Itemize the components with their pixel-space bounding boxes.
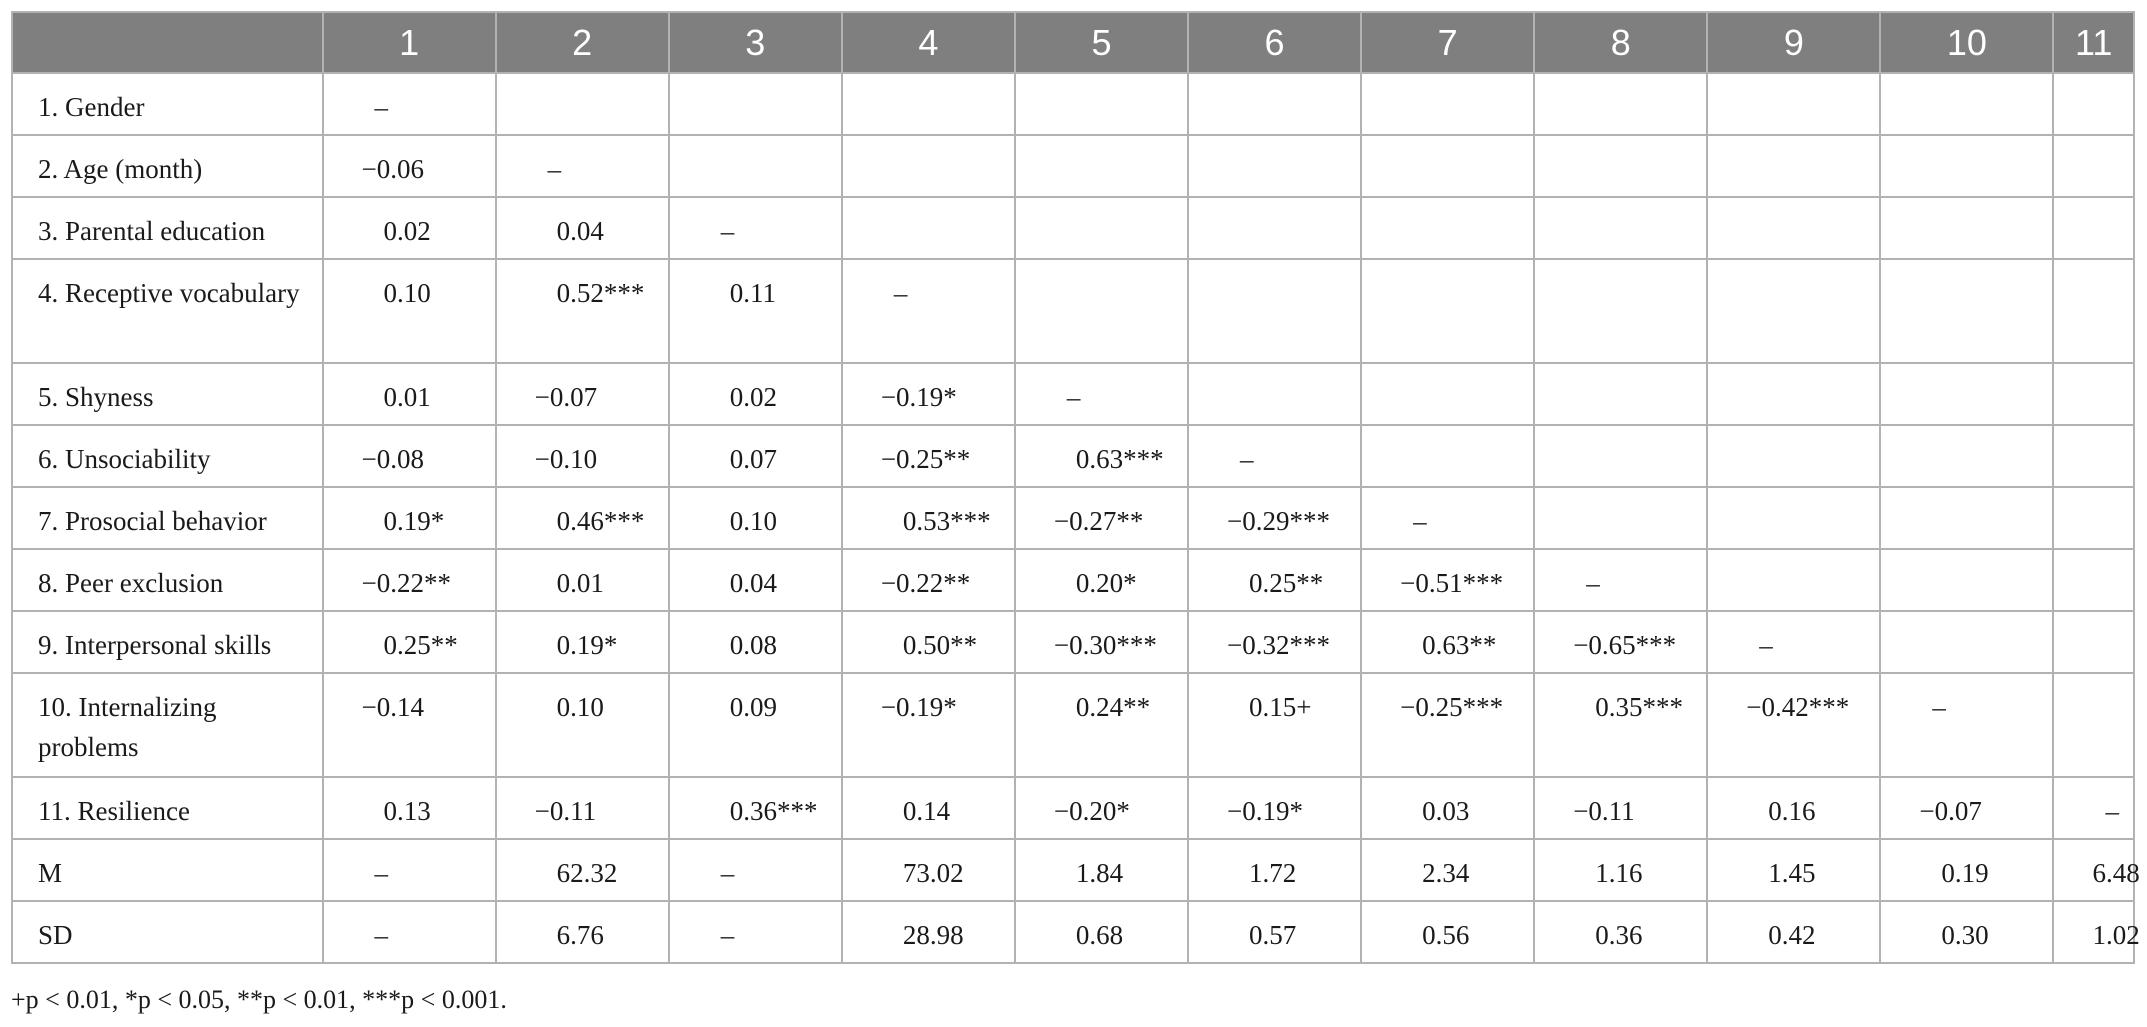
table-cell (1534, 259, 1707, 363)
table-cell (2053, 611, 2134, 673)
table-cell (1707, 425, 1880, 487)
table-cell (1534, 197, 1707, 259)
table-cell (1188, 73, 1361, 135)
table-cell: – (669, 901, 842, 963)
table-cell (1188, 197, 1361, 259)
table-cell: – (323, 73, 496, 135)
table-cell (1707, 259, 1880, 363)
table-cell: −0.11 (496, 777, 669, 839)
table-cell (1188, 135, 1361, 197)
row-label: 10. Internalizing problems (12, 673, 323, 777)
table-row (12, 901, 2134, 963)
table-cell: −0.42*** (1707, 673, 1880, 777)
table-cell (1880, 363, 2053, 425)
table-cell (1361, 259, 1534, 363)
table-row (12, 487, 2134, 549)
table-cell: −0.27** (1015, 487, 1188, 549)
footnote-text: +p < 0.01, *p < 0.05, **p < 0.01, ***p < 0.001. (11, 985, 507, 1014)
table-cell (1707, 73, 1880, 135)
table-cell: −0.20* (1015, 777, 1188, 839)
table-cell (1534, 73, 1707, 135)
table-cell: 0.01 (323, 363, 496, 425)
table-cell: 0.02 (323, 197, 496, 259)
table-cell: 0.20* (1015, 549, 1188, 611)
column-header: 10 (1880, 12, 2053, 73)
table-cell: −0.11 (1534, 777, 1707, 839)
column-header: 11 (2053, 12, 2134, 73)
table-cell: 0.07 (669, 425, 842, 487)
table-cell (842, 73, 1015, 135)
table-cell (1880, 135, 2053, 197)
table-cell: – (1534, 549, 1707, 611)
table-cell: −0.51*** (1361, 549, 1534, 611)
table-cell (1707, 487, 1880, 549)
table-cell: 62.32 (496, 839, 669, 901)
row-label: 7. Prosocial behavior (12, 487, 323, 549)
table-row (12, 673, 2134, 777)
table-cell: −0.32*** (1188, 611, 1361, 673)
row-label: 6. Unsociability (12, 425, 323, 487)
table-row (12, 777, 2134, 839)
table-row (12, 363, 2134, 425)
column-header: 4 (842, 12, 1015, 73)
table-cell (1880, 197, 2053, 259)
table-cell (1707, 549, 1880, 611)
table-row (12, 197, 2134, 259)
table-cell: 0.10 (669, 487, 842, 549)
table-cell: – (1188, 425, 1361, 487)
table-cell: 0.56 (1361, 901, 1534, 963)
table-cell (2053, 363, 2134, 425)
row-label: 1. Gender (12, 73, 323, 135)
table-cell: 0.19* (496, 611, 669, 673)
table-row (12, 611, 2134, 673)
table-cell: 0.13 (323, 777, 496, 839)
table-cell (2053, 673, 2134, 777)
table-row (12, 73, 2134, 135)
table-row (12, 549, 2134, 611)
table-cell (1534, 487, 1707, 549)
table-cell: 0.25** (323, 611, 496, 673)
table-cell: – (2053, 777, 2134, 839)
table-cell: 0.36*** (669, 777, 842, 839)
table-cell (1015, 73, 1188, 135)
table-cell: 6.48 (2053, 839, 2134, 901)
table-cell (1188, 363, 1361, 425)
table-row (12, 425, 2134, 487)
row-label: 3. Parental education (12, 197, 323, 259)
table-cell: 0.52*** (496, 259, 669, 363)
table-cell: 0.68 (1015, 901, 1188, 963)
table-row (12, 839, 2134, 901)
table-cell (1534, 425, 1707, 487)
table-cell: −0.07 (496, 363, 669, 425)
table-cell: 1.16 (1534, 839, 1707, 901)
table-cell: 0.25** (1188, 549, 1361, 611)
table-cell (1880, 73, 2053, 135)
row-label: 2. Age (month) (12, 135, 323, 197)
table-cell: −0.29*** (1188, 487, 1361, 549)
table-row (12, 135, 2134, 197)
table-cell: – (1361, 487, 1534, 549)
column-header: 5 (1015, 12, 1188, 73)
table-cell: 0.04 (496, 197, 669, 259)
table-cell: – (669, 839, 842, 901)
table-cell (496, 73, 669, 135)
table-cell: −0.14 (323, 673, 496, 777)
table-cell (1361, 135, 1534, 197)
table-cell: 0.63*** (1015, 425, 1188, 487)
table-cell: – (323, 901, 496, 963)
table-cell: – (669, 197, 842, 259)
table-cell: −0.22** (842, 549, 1015, 611)
table-cell: – (842, 259, 1015, 363)
table-cell: 0.16 (1707, 777, 1880, 839)
row-label: 4. Receptive vocabulary (12, 259, 323, 363)
row-label: SD (12, 901, 323, 963)
table-cell: 0.19* (323, 487, 496, 549)
table-cell: −0.07 (1880, 777, 2053, 839)
table-cell: 73.02 (842, 839, 1015, 901)
table-cell (1880, 611, 2053, 673)
table-cell (1880, 487, 2053, 549)
table-cell (1534, 363, 1707, 425)
table-cell: 0.42 (1707, 901, 1880, 963)
table-cell (1361, 73, 1534, 135)
table-cell: 28.98 (842, 901, 1015, 963)
table-cell: 0.02 (669, 363, 842, 425)
table-cell (2053, 549, 2134, 611)
table-cell (1534, 135, 1707, 197)
table-cell: 0.14 (842, 777, 1015, 839)
row-label: 8. Peer exclusion (12, 549, 323, 611)
table-cell: 0.35*** (1534, 673, 1707, 777)
table-cell (1015, 197, 1188, 259)
table-cell: – (1880, 673, 2053, 777)
header-row (12, 12, 2134, 73)
correlation-table (11, 11, 2140, 964)
table-cell: 0.03 (1361, 777, 1534, 839)
table-cell (1880, 549, 2053, 611)
table-footnote (11, 985, 507, 1015)
table-cell: 0.09 (669, 673, 842, 777)
table-cell (1015, 259, 1188, 363)
row-label: 5. Shyness (12, 363, 323, 425)
table-cell: 0.04 (669, 549, 842, 611)
table-cell: −0.19* (842, 363, 1015, 425)
table-cell: – (323, 839, 496, 901)
table-cell (669, 135, 842, 197)
table-cell (1361, 425, 1534, 487)
table-cell: 2.34 (1361, 839, 1534, 901)
table-cell: 0.24** (1015, 673, 1188, 777)
table-cell: 0.57 (1188, 901, 1361, 963)
table-cell: −0.06 (323, 135, 496, 197)
column-header: 1 (323, 12, 496, 73)
table-cell (2053, 259, 2134, 363)
table-body (12, 73, 2140, 963)
table-cell (1880, 425, 2053, 487)
table-cell: −0.19* (842, 673, 1015, 777)
column-header: 3 (669, 12, 842, 73)
column-header: 6 (1188, 12, 1361, 73)
table-cell (1361, 197, 1534, 259)
table-cell (1880, 259, 2053, 363)
table-cell: – (496, 135, 669, 197)
table-cell: 0.30 (1880, 901, 2053, 963)
table-cell (669, 73, 842, 135)
table-cell: 1.45 (1707, 839, 1880, 901)
table-cell: 0.53*** (842, 487, 1015, 549)
table-cell: −0.19* (1188, 777, 1361, 839)
row-label: 9. Interpersonal skills (12, 611, 323, 673)
table-cell: 0.36 (1534, 901, 1707, 963)
table-cell (1188, 259, 1361, 363)
table-cell: 0.63** (1361, 611, 1534, 673)
correlation-table-container (11, 11, 2140, 964)
table-cell: 0.15+ (1188, 673, 1361, 777)
table-cell: 0.19 (1880, 839, 2053, 901)
table-cell (842, 197, 1015, 259)
table-cell: – (1015, 363, 1188, 425)
table-cell (1361, 363, 1534, 425)
table-cell: 1.72 (1188, 839, 1361, 901)
table-cell (2053, 425, 2134, 487)
table-cell: 0.01 (496, 549, 669, 611)
table-cell: −0.25** (842, 425, 1015, 487)
table-cell: 1.84 (1015, 839, 1188, 901)
table-row (12, 259, 2134, 363)
table-cell: 0.11 (669, 259, 842, 363)
table-cell: – (1707, 611, 1880, 673)
row-label: M (12, 839, 323, 901)
table-cell: −0.08 (323, 425, 496, 487)
table-cell (2053, 73, 2134, 135)
table-cell: 0.08 (669, 611, 842, 673)
table-cell: −0.25*** (1361, 673, 1534, 777)
table-cell: −0.30*** (1015, 611, 1188, 673)
table-cell (1707, 197, 1880, 259)
table-cell (2053, 197, 2134, 259)
table-cell: 0.46*** (496, 487, 669, 549)
column-header: 2 (496, 12, 669, 73)
column-header (12, 12, 323, 73)
table-cell: −0.65*** (1534, 611, 1707, 673)
column-header: 9 (1707, 12, 1880, 73)
table-cell (2053, 135, 2134, 197)
table-cell (1015, 135, 1188, 197)
table-cell: −0.10 (496, 425, 669, 487)
table-cell: 0.50** (842, 611, 1015, 673)
table-cell (842, 135, 1015, 197)
table-cell: 6.76 (496, 901, 669, 963)
table-cell (2053, 487, 2134, 549)
row-label: 11. Resilience (12, 777, 323, 839)
column-header: 8 (1534, 12, 1707, 73)
table-cell: 0.10 (323, 259, 496, 363)
table-cell: 0.10 (496, 673, 669, 777)
table-cell (1707, 363, 1880, 425)
column-header: 7 (1361, 12, 1534, 73)
table-cell: 1.02 (2053, 901, 2134, 963)
table-cell: −0.22** (323, 549, 496, 611)
table-cell (1707, 135, 1880, 197)
